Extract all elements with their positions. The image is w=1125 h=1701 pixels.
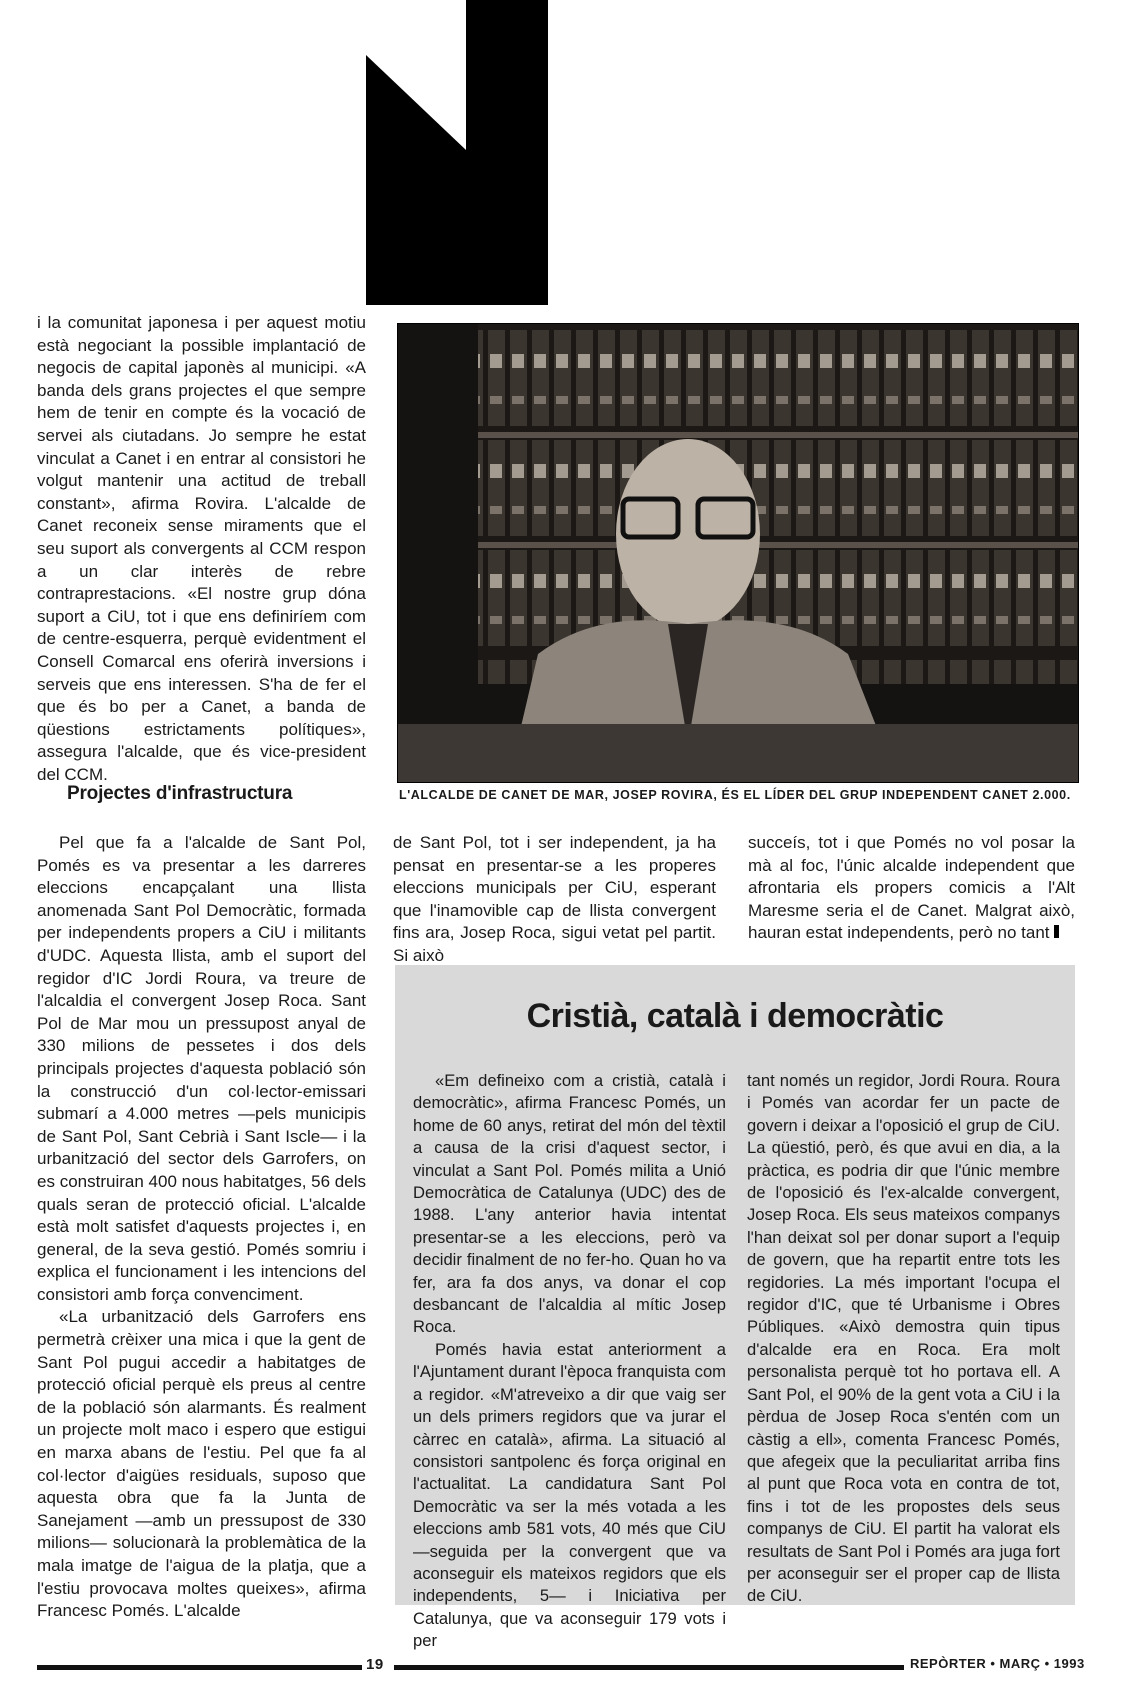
column-2-mid xyxy=(393,832,716,968)
column-1-top xyxy=(37,312,366,786)
sidebar-box xyxy=(395,965,1075,1651)
publication-line: REPÒRTER • MARÇ • 1993 xyxy=(910,1656,1085,1671)
column-1-bottom xyxy=(37,832,366,1623)
article-paragraph: «La urbanització dels Garrofers ens permetrà crèixer una mica i que la gent de Sant Pol pugui accedir a habitatges de protecció oficial perquè els preus al centre de la població són alarmants. És realment un projecte molt maco i espero que estigui en marxa abans de l'estiu. Pel que fa al col·lector d'aigües residuals, suposo que aquesta obra que fa la Junta de Sanejament —amb un pressupost de 330 milions— solucionarà la problemàtica de la mala imatge de l'aigua de la platja, que a l'estiu provocava moltes queixes», afirma Francesc Pomés. L'alcalde xyxy=(37,1307,366,1621)
article-paragraph xyxy=(748,832,1075,945)
sidebar-paragraph: Pomés havia estat anteriorment a l'Ajuntament durant l'època franquista com a regidor. «M'atreveixo a dir que vaig ser un dels primers regidors que va jurar el càrrec en català», afirma. La situació al consistori santpolenc és força original en l'actualitat. La candidatura Sant Pol Democràtic va ser la més votada a les eleccions amb 581 vots, 40 més que CiU —seguida per la convergent que va aconseguir els mateixos regidors que els independents, 5— i Iniciativa per Catalunya, que va aconseguir 179 vots i per xyxy=(413,1339,726,1651)
article-paragraph: Pel que fa a l'alcalde de Sant Pol, Pomés es va presentar a les darreres eleccions encapçalant una llista anomenada Sant Pol Democràtic, formada per independents propers a CiU i militants d'UDC. Aquesta llista, amb el suport del regidor d'IC Jordi Roura, va treure de l'alcaldia el convergent Josep Roca. Sant Pol de Mar mou un pressupost anyal de 330 milions de pessetes i dos dels principals projectes d'aquesta població són la construcció d'un col·lector-emissari submarí a 4.000 metres —pels municipis de Sant Pol, Sant Cebrià i Sant Iscle— i la urbanització del sector dels Garrofers, on es construiran 400 nous habitatges, 56 dels quals seran de protecció oficial. L'alcalde està molt satisfet d'aquests projectes i, en general, de la seva gestió. Pomés somriu i explica el funcionament i les intencions del consistori amb força convenciment. xyxy=(37,833,366,1304)
article-paragraph: de Sant Pol, tot i ser independent, ja ha pensat en presentar-se a les properes eleccions municipals per CiU, esperant que l'inamovible cap de llista convergent fins ara, Josep Roca, sigui vetat pel partit. Si això xyxy=(393,833,716,965)
section-heading: Projectes d'infrastructura xyxy=(67,783,293,804)
sidebar-column-right xyxy=(747,1070,1060,1608)
portrait-photo xyxy=(397,323,1079,783)
section-tab-graphic xyxy=(366,0,548,305)
portrait-illustration xyxy=(398,324,1078,782)
sidebar-column-left xyxy=(413,1070,726,1653)
article-paragraph-text: succeís, tot i que Pomés no vol posar la mà al foc, l'únic alcalde independent que afrontaria els propers comicis a l'Alt Maresme seria el de Canet. Malgrat això, hauran estat independents, però no tant xyxy=(748,833,1075,943)
page-number: 19 xyxy=(366,1656,384,1673)
sidebar-paragraph: «Em defineixo com a cristià, català i democràtic», afirma Francesc Pomés, un home de 60 anys, retirat del món del tèxtil a causa de la crisi d'aquest sector, i vinculat a Sant Pol. Pomés milita a Unió Democràtica de Catalunya (UDC) des de 1988. L'any anterior havia intentat presentar-se a les eleccions, però va decidir finalment de no fer-ho. Quan ho va fer, ara fa dos anys, va donar el cop desbancant de l'alcaldia al mític Josep Roca. xyxy=(413,1071,726,1337)
end-of-article-mark xyxy=(1054,925,1059,938)
photo-caption: L'ALCALDE DE CANET DE MAR, JOSEP ROVIRA, ÉS EL LÍDER DEL GRUP INDEPENDENT CANET 2.000. xyxy=(399,788,1071,802)
sidebar-title: Cristià, català i democràtic xyxy=(526,997,944,1035)
article-paragraph: i la comunitat japonesa i per aquest motiu està negociant la possible implantació de negocis de capital japonès al municipi. «A banda dels grans projectes el que sempre hem de tenir en compte és la vocació de servei als ciutadans. Jo sempre he estat vinculat a Canet i en entrar al consistori he volgut mantenir una actitud de treball constant», afirma Rovira. L'alcalde de Canet reconeix sense miraments que el seu suport als convergents al CCM respon a un clar interès de rebre contraprestacions. «El nostre grup dóna suport a CiU, tot i que ens definiríem com de centre-esquerra, perquè evidentment el Consell Comarcal ens oferirà inversions i serveis que ens interessen. S'ha de fer el que és bo per a Canet, a banda de qüestions estrictaments polítiques», assegura l'alcalde, que és vice-president del CCM. xyxy=(37,313,366,784)
footer-rule-right xyxy=(394,1665,904,1670)
footer-rule-left xyxy=(37,1665,362,1670)
sidebar-paragraph: tant només un regidor, Jordi Roura. Roura i Pomés van acordar fer un pacte de govern i deixar a l'oposició el grup de CiU. La qüestió, però, és que avui en dia, a la pràctica, es podria dir que l'únic membre de l'oposició és l'ex-alcalde convergent, Josep Roca. Els seus mateixos companys l'han deixat sol per donar suport a l'equip de govern, que ha repartit entre tots les regidories. La més important l'ocupa el regidor d'IC, que té Urbanisme i Obres Públiques. «Això demostra quin tipus d'alcalde era en Roca. Era molt personalista perquè tot ho portava ell. A Sant Pol, el 90% de la gent vota a CiU i la pèrdua de Josep Roca s'entén com un càstig a ell», comenta Francesc Pomés, que afegeix que la peculiaritat arriba fins al punt que Roca vota en contra de tot, fins i tot de les propostes dels seus companys de CiU. El partit ha valorat els resultats de Sant Pol i Pomés ara juga fort per aconseguir ser el proper cap de llista de CiU. xyxy=(747,1071,1060,1606)
column-3-mid xyxy=(748,832,1075,945)
